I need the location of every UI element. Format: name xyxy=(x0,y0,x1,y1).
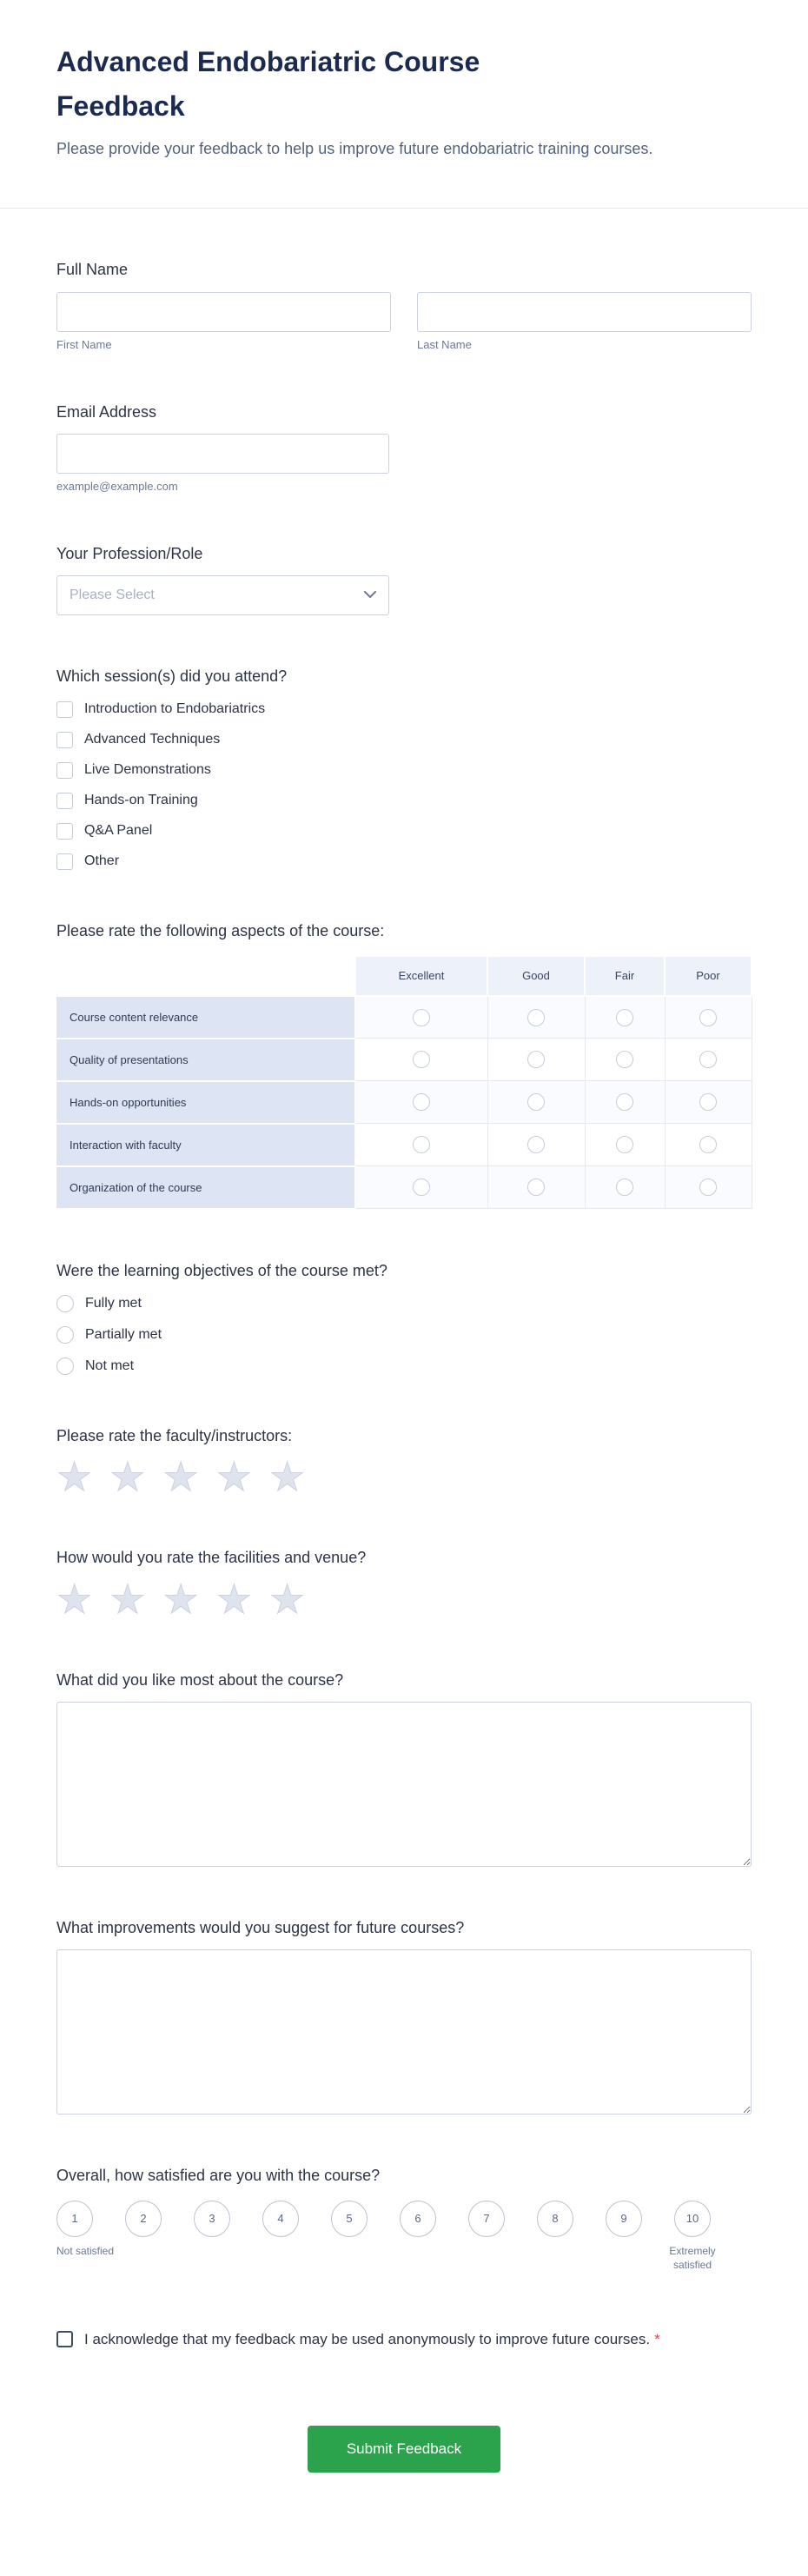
matrix-cell[interactable] xyxy=(665,1166,752,1209)
matrix-row-label: Hands-on opportunities xyxy=(56,1081,355,1124)
question-satisfaction xyxy=(56,2165,752,2272)
email-input[interactable] xyxy=(56,434,389,474)
matrix-column-header: Excellent xyxy=(355,956,487,996)
matrix-cell[interactable] xyxy=(665,1081,752,1124)
radio-icon xyxy=(527,1136,545,1153)
rating-table-label: Please rate the following aspects of the course: xyxy=(56,921,385,939)
rating-matrix xyxy=(56,955,752,1210)
facilities-star-rating xyxy=(56,1575,752,1623)
matrix-row xyxy=(56,996,752,1039)
checkbox-icon xyxy=(56,853,73,870)
radio-icon xyxy=(699,1093,717,1111)
checkbox-icon xyxy=(56,701,73,718)
matrix-row-label: Interaction with faculty xyxy=(56,1124,355,1166)
objective-option[interactable] xyxy=(56,1295,752,1312)
question-improvements xyxy=(56,1917,752,2115)
radio-icon xyxy=(413,1051,430,1068)
question-sessions xyxy=(56,666,752,869)
star-icon[interactable]: ★ xyxy=(162,1575,199,1623)
checkbox-icon xyxy=(56,732,73,748)
faculty-rating-label: Please rate the faculty/instructors: xyxy=(56,1427,293,1445)
matrix-header-row xyxy=(56,956,752,996)
radio-icon xyxy=(699,1051,717,1068)
star-icon[interactable]: ★ xyxy=(56,1453,93,1501)
star-icon[interactable]: ★ xyxy=(269,1453,306,1501)
matrix-cell[interactable] xyxy=(355,996,487,1039)
sessions-label: Which session(s) did you attend? xyxy=(56,667,288,686)
liked-most-label: What did you like most about the course? xyxy=(56,1670,344,1689)
session-option[interactable] xyxy=(56,823,752,840)
session-option[interactable] xyxy=(56,793,752,809)
matrix-row xyxy=(56,1081,752,1124)
form-header xyxy=(0,0,808,208)
scale-option[interactable]: 8 xyxy=(537,2201,573,2237)
session-option-label: Hands-on Training xyxy=(84,793,198,808)
checkbox-icon xyxy=(56,762,73,779)
question-full-name xyxy=(56,259,752,350)
sessions-options xyxy=(56,701,752,870)
star-icon[interactable]: ★ xyxy=(215,1453,252,1501)
matrix-cell[interactable] xyxy=(585,1166,665,1209)
radio-icon xyxy=(527,1178,545,1196)
radio-icon xyxy=(413,1093,430,1111)
session-option[interactable] xyxy=(56,701,752,718)
checkbox-icon xyxy=(56,793,73,809)
radio-icon xyxy=(56,1358,74,1375)
radio-icon xyxy=(699,1009,717,1026)
objective-option[interactable] xyxy=(56,1326,752,1344)
question-objectives xyxy=(56,1260,752,1375)
question-profession xyxy=(56,543,752,615)
chevron-down-icon xyxy=(364,588,376,603)
email-sublabel: example@example.com xyxy=(56,479,178,493)
full-name-label: Full Name xyxy=(56,261,129,279)
scale-max-label: Extremely satisfied xyxy=(669,2244,716,2271)
matrix-row-label: Quality of presentations xyxy=(56,1039,355,1081)
radio-icon xyxy=(413,1009,430,1026)
radio-icon xyxy=(527,1093,545,1111)
first-name-field xyxy=(56,292,391,351)
profession-select-value: Please Select xyxy=(70,588,155,603)
star-icon[interactable]: ★ xyxy=(56,1575,93,1623)
radio-icon xyxy=(413,1178,430,1196)
last-name-sublabel: Last Name xyxy=(417,337,472,351)
matrix-cell[interactable] xyxy=(665,1039,752,1081)
matrix-row xyxy=(56,1039,752,1081)
submit-button[interactable]: Submit Feedback xyxy=(308,2426,500,2473)
header-divider xyxy=(0,208,808,209)
scale-option[interactable]: 4 xyxy=(262,2201,299,2237)
satisfaction-scale xyxy=(56,2201,711,2237)
radio-icon xyxy=(616,1178,633,1196)
radio-icon xyxy=(616,1051,633,1068)
profession-label: Your Profession/Role xyxy=(56,544,203,562)
consent-field xyxy=(56,2327,665,2353)
matrix-cell[interactable] xyxy=(585,1124,665,1166)
star-icon[interactable]: ★ xyxy=(215,1575,252,1623)
star-icon[interactable]: ★ xyxy=(269,1575,306,1623)
matrix-column-header: Poor xyxy=(665,956,752,996)
email-field-col xyxy=(56,434,389,493)
radio-icon xyxy=(56,1326,74,1344)
matrix-cell[interactable] xyxy=(355,1081,487,1124)
question-faculty-rating xyxy=(56,1425,752,1501)
last-name-input[interactable] xyxy=(417,292,752,332)
consent-label: I acknowledge that my feedback may be used anonymously to improve future courses. xyxy=(84,2331,651,2348)
consent-option[interactable] xyxy=(56,2331,660,2347)
profession-select[interactable] xyxy=(56,575,389,615)
matrix-row xyxy=(56,1166,752,1209)
checkbox-icon xyxy=(56,823,73,840)
matrix-cell[interactable] xyxy=(487,1081,585,1124)
scale-min-label: Not satisfied xyxy=(56,2244,115,2257)
radio-icon xyxy=(699,1136,717,1153)
session-option-label: Other xyxy=(84,853,120,869)
matrix-cell[interactable] xyxy=(487,1124,585,1166)
matrix-cell[interactable] xyxy=(665,1124,752,1166)
objective-option[interactable] xyxy=(56,1358,752,1375)
session-option-label: Advanced Techniques xyxy=(84,732,221,747)
form-subtitle: Please provide your feedback to help us improve future endobariatric training courses. xyxy=(56,140,653,158)
submit-row xyxy=(56,2426,752,2473)
form-body xyxy=(0,259,808,2473)
faculty-star-rating xyxy=(56,1453,752,1501)
objectives-label: Were the learning objectives of the course met? xyxy=(56,1261,387,1279)
radio-icon xyxy=(527,1009,545,1026)
session-option[interactable] xyxy=(56,853,752,870)
scale-option[interactable]: 9 xyxy=(606,2201,642,2237)
matrix-cell[interactable] xyxy=(585,1039,665,1081)
matrix-cell[interactable] xyxy=(355,1124,487,1166)
first-name-input[interactable] xyxy=(56,292,391,332)
objective-option-label: Partially met xyxy=(85,1327,162,1343)
radio-icon xyxy=(616,1136,633,1153)
star-icon[interactable]: ★ xyxy=(162,1453,199,1501)
scale-option[interactable]: 10 xyxy=(674,2201,711,2237)
matrix-cell[interactable] xyxy=(355,1166,487,1209)
matrix-cell[interactable] xyxy=(585,996,665,1039)
objective-option-label: Not met xyxy=(85,1358,135,1374)
question-rating-table xyxy=(56,920,752,1210)
satisfaction-label: Overall, how satisfied are you with the course? xyxy=(56,2167,381,2185)
scale-option[interactable]: 1 xyxy=(56,2201,93,2237)
email-label: Email Address xyxy=(56,402,157,421)
scale-option[interactable]: 3 xyxy=(194,2201,230,2237)
last-name-field xyxy=(417,292,752,351)
matrix-cell[interactable] xyxy=(665,996,752,1039)
radio-icon xyxy=(56,1295,74,1312)
question-email xyxy=(56,402,752,493)
facilities-rating-label: How would you rate the facilities and venue? xyxy=(56,1549,367,1567)
session-option-label: Introduction to Endobariatrics xyxy=(84,701,266,717)
session-option[interactable] xyxy=(56,732,752,748)
star-icon[interactable]: ★ xyxy=(109,1453,146,1501)
improvements-textarea[interactable] xyxy=(56,1949,752,2115)
satisfaction-scale-wrap xyxy=(56,2201,716,2272)
scale-option[interactable]: 7 xyxy=(468,2201,505,2237)
matrix-column-header: Fair xyxy=(585,956,665,996)
session-option-label: Q&A Panel xyxy=(84,823,153,839)
first-name-sublabel: First Name xyxy=(56,337,112,351)
form-title: Advanced Endobariatric Course Feedback xyxy=(56,46,480,123)
email-field xyxy=(56,434,752,493)
scale-option[interactable]: 5 xyxy=(331,2201,368,2237)
consent-checkbox-icon[interactable] xyxy=(56,2331,73,2347)
session-option[interactable] xyxy=(56,762,752,779)
scale-option[interactable]: 2 xyxy=(125,2201,162,2237)
matrix-cell[interactable] xyxy=(487,1039,585,1081)
scale-option[interactable]: 6 xyxy=(400,2201,436,2237)
radio-icon xyxy=(616,1009,633,1026)
improvements-label: What improvements would you suggest for future courses? xyxy=(56,1919,465,1937)
objectives-options xyxy=(56,1295,752,1375)
matrix-cell[interactable] xyxy=(487,1166,585,1209)
radio-icon xyxy=(413,1136,430,1153)
matrix-row-label: Course content relevance xyxy=(56,996,355,1039)
matrix-column-header: Good xyxy=(487,956,585,996)
matrix-corner xyxy=(56,956,355,996)
objective-option-label: Fully met xyxy=(85,1296,142,1311)
session-option-label: Live Demonstrations xyxy=(84,762,211,778)
matrix-cell[interactable] xyxy=(355,1039,487,1081)
radio-icon xyxy=(699,1178,717,1196)
matrix-cell[interactable] xyxy=(487,996,585,1039)
question-facilities-rating xyxy=(56,1547,752,1623)
question-liked-most xyxy=(56,1670,752,1867)
full-name-fields xyxy=(56,292,752,351)
radio-icon xyxy=(616,1093,633,1111)
star-icon[interactable]: ★ xyxy=(109,1575,146,1623)
matrix-row xyxy=(56,1124,752,1166)
radio-icon xyxy=(527,1051,545,1068)
liked-most-textarea[interactable] xyxy=(56,1702,752,1867)
required-asterisk: * xyxy=(654,2331,660,2348)
matrix-cell[interactable] xyxy=(585,1081,665,1124)
matrix-row-label: Organization of the course xyxy=(56,1166,355,1209)
satisfaction-scale-labels xyxy=(56,2244,716,2272)
